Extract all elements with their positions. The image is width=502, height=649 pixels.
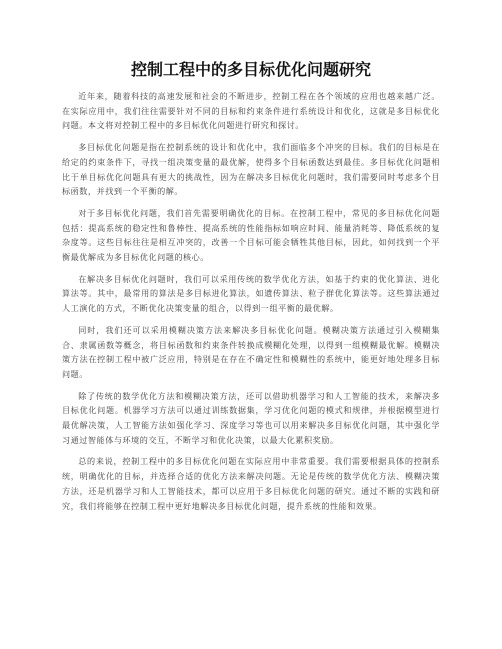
paragraph-2: 多目标优化问题是指在控制系统的设计和优化中，我们面临多个冲突的目标。我们的目标是在给定的约束条件下，寻找一组决策变量的最优解，使得多个目标函数达到最佳。多目标优化问题相比于单目标优化问题具有更大的挑战性，因为在解决多目标优化问题时，我们需要同时考虑多个目标函数，并找到一个平衡的解。	[62, 142, 440, 197]
paragraph-1: 近年来，随着科技的高速发展和社会的不断进步，控制工程在各个领域的应用也越来越广泛。在实际应用中，我们往往需要针对不同的目标和约束条件进行系统设计和优化，这就是多目标优化问题。本文将对控制工程中的多目标优化问题进行研究和探讨。	[62, 91, 440, 131]
paragraph-6: 除了传统的数学优化方法和模糊决策方法，还可以借助机器学习和人工智能的技术，来解决多目标优化问题。机器学习方法可以通过训练数据集，学习优化问题的模式和规律，并根据模型进行最优解决策，人工智能方法如强化学习、深度学习等也可以用来解决多目标优化问题，其中强化学习通过智能体与环境的交互，不断学习和优化决策，以最大化累积奖励。	[62, 390, 440, 445]
paragraph-5: 同时，我们还可以采用模糊决策方法来解决多目标优化问题。模糊决策方法通过引入模糊集合、隶属函数等概念，将目标函数和约束条件转换成模糊化处理，以得到一组模糊最优解。模糊决策方法在控制工程中被广泛应用，特别是在存在不确定性和模糊性的系统中，能更好地处理多目标问题。	[62, 324, 440, 379]
paragraph-7: 总的来说，控制工程中的多目标优化问题在实际应用中非常重要。我们需要根据具体的控制系统，明确优化的目标，并选择合适的优化方法来解决问题。无论是传统的数学优化方法、模糊决策方法，还是机器学习和人工智能技术，都可以应用于多目标优化问题的研究。通过不断的实践和研究，我们将能够在控制工程中更好地解决多目标优化问题，提升系统的性能和效果。	[62, 456, 440, 511]
document-body	[62, 89, 440, 520]
paragraph-3: 对于多目标优化问题，我们首先需要明确优化的目标。在控制工程中，常见的多目标优化问题包括：提高系统的稳定性和鲁棒性、提高系统的性能指标如响应时间、能量消耗等、降低系统的复杂度等。这些目标往往是相互冲突的，改善一个目标可能会牺牲其他目标，因此，如何找到一个平衡最优解成为多目标优化问题的核心。	[62, 207, 440, 263]
document-title: 控制工程中的多目标优化问题研究	[130, 60, 371, 79]
paragraph-4: 在解决多目标优化问题时，我们可以采用传统的数学优化方法，如基于约束的优化算法、进化算法等。其中，最常用的算法是多目标进化算法，如遗传算法、粒子群优化算法等。这些算法通过人工演化的方式，不断优化决策变量的组合，以得到一组平衡的最优解。	[62, 273, 440, 314]
